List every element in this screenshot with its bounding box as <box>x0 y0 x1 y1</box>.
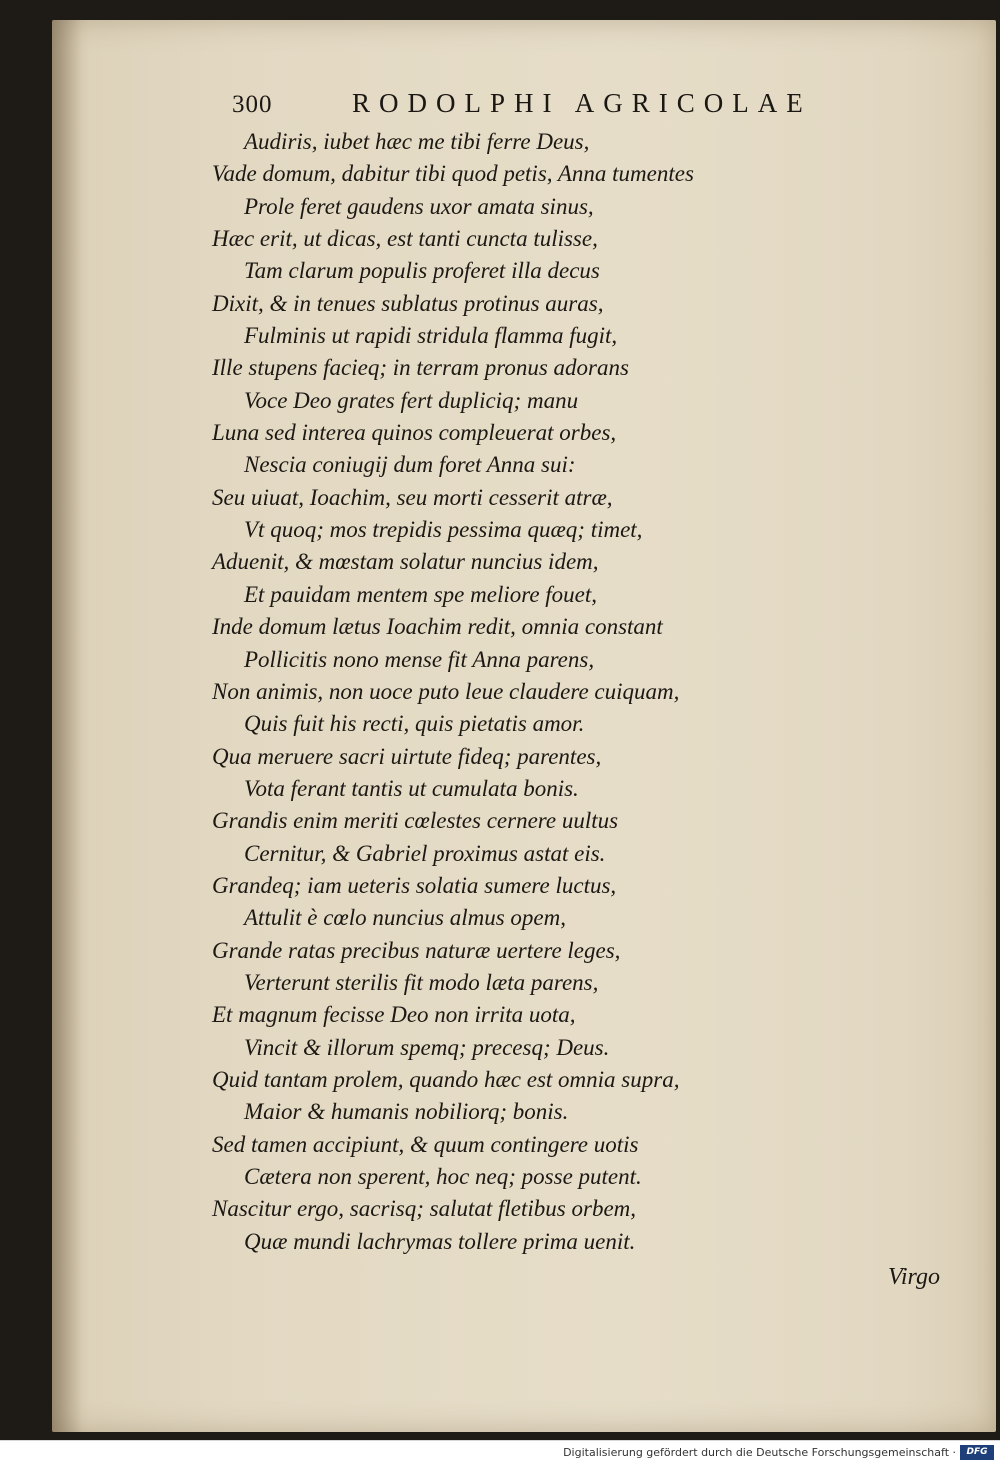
verse-line: Nascitur ergo, sacrisq; salutat fletibus orbem, <box>212 1196 637 1222</box>
verse-line: Inde domum lætus Ioachim redit, omnia constant <box>212 614 663 640</box>
verse-line: Verterunt sterilis fit modo læta parens, <box>244 969 599 995</box>
verse-line: Fulminis ut rapidi stridula flamma fugit, <box>244 323 618 349</box>
verse-line: Ille stupens facieq; in terram pronus adorans <box>212 355 629 381</box>
verse-line: Non animis, non uoce puto leue claudere cuiquam, <box>212 678 680 704</box>
funding-notice: Digitalisierung gefördert durch die Deutsche Forschungsgemeinschaft · <box>563 1446 956 1459</box>
verse-line: Vota ferant tantis ut cumulata bonis. <box>244 775 579 801</box>
page-header <box>232 88 882 128</box>
verse-line: Sed tamen accipiunt, & quum contingere uotis <box>212 1131 639 1157</box>
digitization-footer <box>0 1440 1000 1465</box>
verse-line: Cernitur, & Gabriel proximus astat eis. <box>244 840 606 866</box>
verse-line: Grandis enim meriti cœlestes cernere uultus <box>212 808 619 834</box>
verse-line: Prole feret gaudens uxor amata sinus, <box>244 193 594 219</box>
verse-line: Pollicitis nono mense fit Anna parens, <box>244 646 595 672</box>
verse-line: Vincit & illorum spemq; precesq; Deus. <box>244 1034 610 1060</box>
poem-text <box>212 126 832 1258</box>
verse-line: Vt quoq; mos trepidis pessima quæq; timet, <box>244 517 643 543</box>
verse-line: Luna sed interea quinos compleuerat orbes, <box>212 420 617 446</box>
verse-line: Voce Deo grates fert dupliciq; manu <box>244 387 579 413</box>
catchword: Virgo <box>888 1264 940 1290</box>
verse-line: Audiris, iubet hæc me tibi ferre Deus, <box>244 129 590 154</box>
verse-line: Attulit è cœlo nuncius almus opem, <box>244 905 566 931</box>
verse-line: Cætera non sperent, hoc neq; posse putent. <box>244 1164 642 1189</box>
verse-line: Grande ratas precibus naturæ uertere leges, <box>212 937 621 963</box>
page-number: 300 <box>232 91 273 118</box>
verse-line: Et magnum fecisse Deo non irrita uota, <box>212 1002 576 1028</box>
verse-line: Quæ mundi lachrymas tollere prima uenit. <box>244 1228 636 1254</box>
verse-line: Nescia coniugij dum foret Anna sui: <box>244 452 576 478</box>
verse-line: Maior & humanis nobiliorq; bonis. <box>244 1099 569 1125</box>
verse-line: Grandeq; iam ueteris solatia sumere luctus, <box>212 872 617 898</box>
verse-line: Tam clarum populis proferet illa decus <box>244 258 600 284</box>
running-head: RODOLPHI AGRICOLAE <box>352 88 812 118</box>
verse-line: Et pauidam mentem spe meliore fouet, <box>244 581 598 607</box>
verse-line: Seu uiuat, Ioachim, seu morti cesserit atræ, <box>212 484 613 510</box>
verse-line: Quid tantam prolem, quando hæc est omnia supra, <box>212 1066 680 1092</box>
dfg-logo: DFG <box>960 1445 994 1460</box>
verse-line: Vade domum, dabitur tibi quod petis, Anna tumentes <box>212 161 694 187</box>
verse-line: Hæc erit, ut dicas, est tanti cuncta tulisse, <box>212 226 598 252</box>
verse-line: Quis fuit his recti, quis pietatis amor. <box>244 711 585 737</box>
verse-line: Aduenit, & mœstam solatur nuncius idem, <box>212 549 599 575</box>
verse-line: Qua meruere sacri uirtute fideq; parentes, <box>212 743 602 769</box>
verse-line: Dixit, & in tenues sublatus protinus auras, <box>212 290 604 316</box>
gutter-shadow <box>52 20 82 1432</box>
